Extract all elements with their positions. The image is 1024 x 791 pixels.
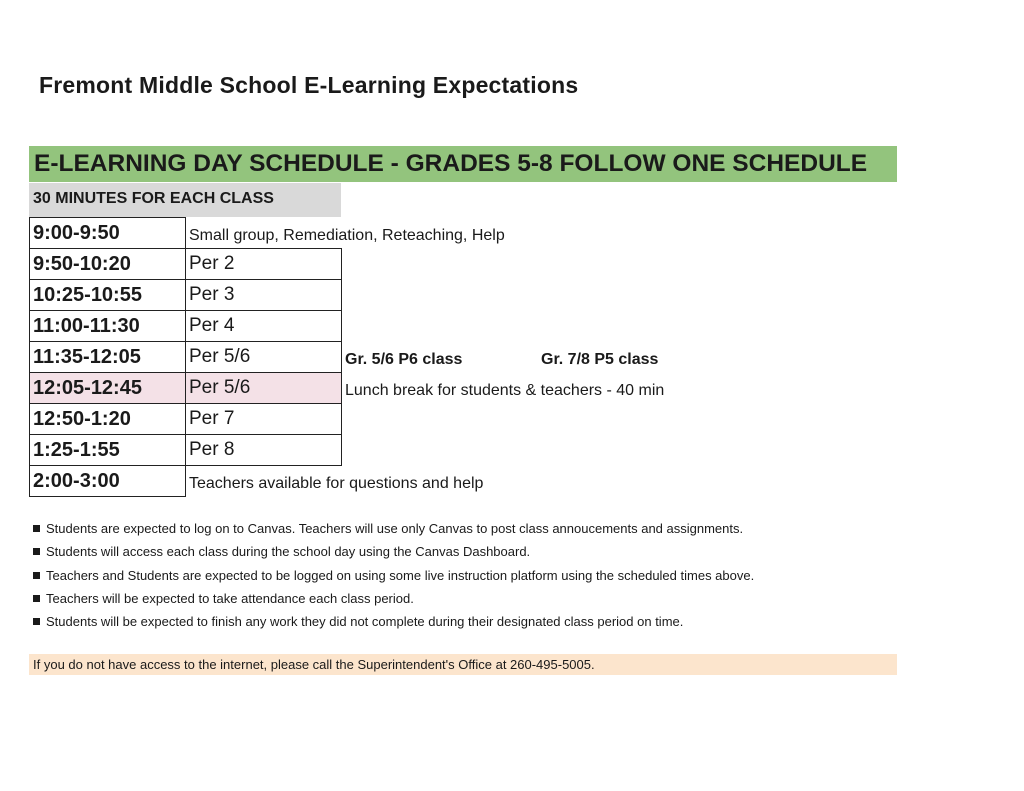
schedule-time-cell: 12:50-1:20	[29, 403, 186, 435]
list-item: Students are expected to log on to Canvas. Teachers will use only Canvas to post class annoucements and assignments.	[33, 519, 754, 542]
list-item: Teachers will be expected to take attendance each class period.	[33, 589, 754, 612]
schedule-period-cell: Per 5/6	[185, 372, 342, 404]
schedule-row-note: Small group, Remediation, Reteaching, Help	[189, 227, 505, 244]
grade-5-6-note: Gr. 5/6 P6 class	[345, 351, 463, 368]
schedule-time-cell: 9:00-9:50	[29, 217, 186, 249]
list-item: Students will be expected to finish any work they did not complete during their designated class period on time.	[33, 612, 754, 635]
expectations-list	[33, 519, 754, 635]
schedule-time-cell: 11:35-12:05	[29, 341, 186, 373]
schedule-subbanner: 30 MINUTES FOR EACH CLASS	[29, 183, 341, 217]
schedule-row-note: Teachers available for questions and help	[189, 475, 484, 492]
bullet-square-icon	[33, 618, 40, 625]
lunch-break-note: Lunch break for students & teachers - 40 min	[345, 382, 665, 399]
bullet-square-icon	[33, 595, 40, 602]
schedule-time-cell: 2:00-3:00	[29, 465, 186, 497]
list-item: Teachers and Students are expected to be logged on using some live instruction platform using the scheduled times above.	[33, 566, 754, 589]
schedule-period-cell: Per 2	[185, 248, 342, 280]
schedule-period-cell: Per 8	[185, 434, 342, 466]
schedule-time-cell: 10:25-10:55	[29, 279, 186, 311]
schedule-time-cell: 1:25-1:55	[29, 434, 186, 466]
page-title: Fremont Middle School E-Learning Expectations	[39, 72, 579, 98]
schedule-banner: E-LEARNING DAY SCHEDULE - GRADES 5-8 FOLLOW ONE SCHEDULE	[29, 146, 897, 182]
grade-7-8-note: Gr. 7/8 P5 class	[541, 351, 659, 368]
schedule-time-cell: 9:50-10:20	[29, 248, 186, 280]
bullet-square-icon	[33, 525, 40, 532]
schedule-period-cell: Per 4	[185, 310, 342, 342]
schedule-time-cell: 12:05-12:45	[29, 372, 186, 404]
internet-access-notice: If you do not have access to the internet, please call the Superintendent's Office at 260-495-5005.	[29, 654, 897, 675]
bullet-square-icon	[33, 548, 40, 555]
list-item: Students will access each class during the school day using the Canvas Dashboard.	[33, 542, 754, 565]
schedule-period-cell: Per 5/6	[185, 341, 342, 373]
schedule-period-cell: Per 3	[185, 279, 342, 311]
schedule-period-cell: Per 7	[185, 403, 342, 435]
schedule-time-cell: 11:00-11:30	[29, 310, 186, 342]
bullet-square-icon	[33, 572, 40, 579]
